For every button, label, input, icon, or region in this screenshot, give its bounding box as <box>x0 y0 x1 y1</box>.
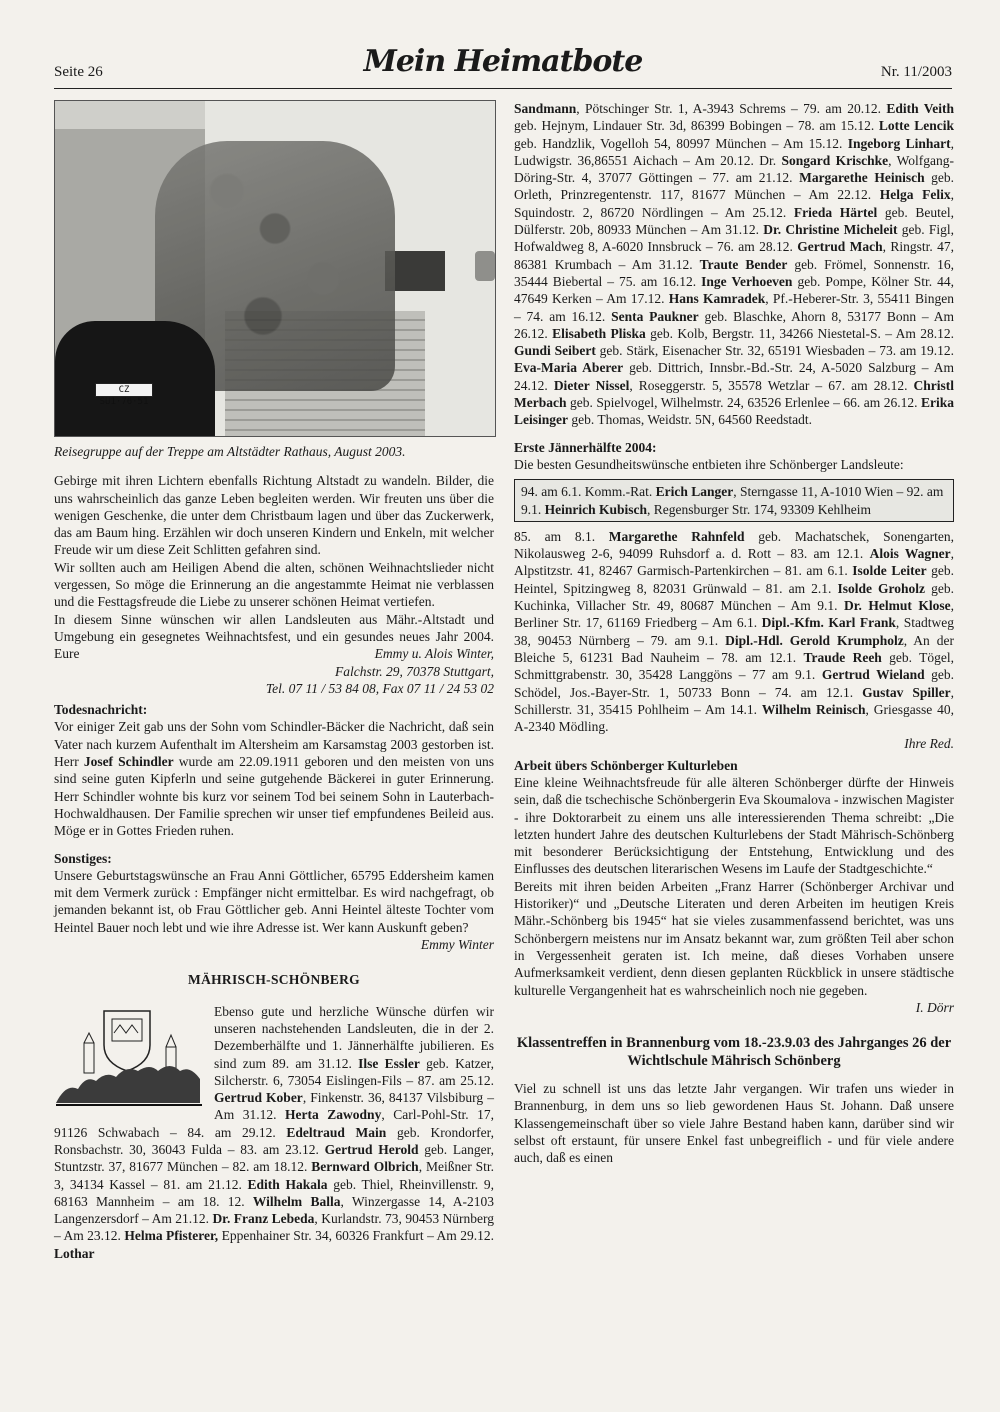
paragraph: Eine kleine Weihnachtsfreude für alle älteren Schönberger dürfte der Hinweis sein, daß die tschechische Schönbergerin Eva Skoumalova - inzwischen Magister - ihre Doktorarbeit zu einem uns alle interessierenden Thema schreibt: „Die letzten hundert Jahre des deutschen Kulturlebens der Stadt Mährisch-Schönberg mit besonderer Berücksichtigung der Entstehung, Entwicklung und des Einflusses des deutschen literarischen Wesens im Laufe der Stadtgeschichte.“ <box>514 774 954 877</box>
birthday-list <box>54 1003 494 1262</box>
signature-phone: Tel. 07 11 / 53 84 08, Fax 07 11 / 24 53 02 <box>265 680 494 696</box>
section-heading: Sonstiges: <box>54 850 112 866</box>
signature: Emmy Winter <box>420 937 494 953</box>
paragraph: Vor einiger Zeit gab uns der Sohn vom Schindler-Bäcker die Nachricht, daß sein Vater nach kurzem Aufenthalt im Altersheim am Karsamstag 2003 gestorben ist. Herr Josef Schindler wurde am 22.09.1911 geboren und den meisten von uns sind seine guten Kipferln und seine gutgehende Bäckerei in guter Erinnerung. Herr Schindler wohnte bis kurz vor seinem Tod bei seinem Sohn in Lauterbach-Hochwaldhausen. Der Familie sprechen wir unser tief empfundenes Beileid aus. Möge er in Gottes Frieden ruhen. <box>54 719 494 839</box>
paragraph: Wir sollten auch am Heiligen Abend die alten, schönen Weihnachtslieder nicht vergessen, So möge die Erinnerung an die angestammte Heimat nie verblassen und die Festtagsfreude die Liebe zu unserer schönen Heimat vertiefen. <box>54 559 494 610</box>
birthday-list-continued: Sandmann, Pötschinger Str. 1, A-3943 Schrems – 79. am 20.12. Edith Veith geb. Hejnym, Lindauer Str. 3d, 86399 Bobingen – 78. am 15.12. Lotte Lencik geb. Handzlik, Vogelloh 54, 80997 München – Am 15.12. Ingeborg Linhart, Ludwigstr. 36,86551 Aichach – Am 20.12. Dr. Songard Krischke, Wolfgang-Döring-Str. 4, 37077 Göttingen – 77. am 21.12. Margarethe Heinisch geb. Orleth, Prinzregentenstr. 117, 81677 München – Am 22.12. Helga Felix, Squindostr. 2, 86720 Nördlingen – Am 25.12. Frieda Härtel geb. Beutel, Dülferstr. 20b, 80933 München – Am 31.12. Dr. Christine Micheleit geb. Figl, Hofwaldweg 8, A-6020 Innsbruck – 76. am 28.12. Gertrud Mach, Ringstr. 47, 86381 Krumbach – Am 31.12. Traute Bender geb. Frömel, Sonnenstr. 16, 35444 Biebertal – 75. am 16.12. Inge Verhoeven geb. Pompe, Kölner Str. 44, 47649 Kerken – Am 17.12. Hans Kamradek, Pf.-Heberer-Str. 3, 55411 Bingen – 74. am 16.12. Senta Paukner geb. Blaschke, Ahorn 8, 53177 Bonn – Am 26.12. Elisabeth Pliska geb. Kolb, Bergstr. 11, 34266 Niestetal-S. – Am 28.12. Gundi Seibert geb. Stärk, Eisenacher Str. 32, 65191 Wiesbaden – 73. am 19.12. Eva-Maria Aberer geb. Dittrich, Innsbr.-Bd.-Str. 24, A-5020 Salzburg – Am 24.12. Dieter Nissel, Roseggerstr. 5, 35578 Wetzlar – 67. am 28.12. Christl Merbach geb. Spielvogel, Wilhelmstr. 24, 63526 Erlenlee – 66. am 26.12. Erika Leisinger geb. Thomas, Weidstr. 5N, 64560 Reedstadt. <box>514 101 955 428</box>
page-number: Seite 26 <box>54 64 103 80</box>
paragraph: Bereits mit ihren beiden Arbeiten „Franz Harrer (Schönberger Archivar und Historiker)“ und „Deutsche Literaten und deren Arbeiten im heutigen Kreis Mähr.-Schönberg bis 1945“ hat sie vieles zusammenfassend berichtet, was uns Schönbergern meistens nur im Ansatz bekannt war, zum größten Teil aber schon in Vergessenheit geraten ist. Ich meine, daß dieses Vorhaben unsere Aufmerksamkeit verdient, denn diesen geplanten Rückblick in unsere städtische kulturelle Vergangenheit hat es wahrscheinlich noch nie gegeben. <box>514 878 954 998</box>
paragraph: Die besten Gesundheitswünsche entbieten ihre Schönberger Landsleute: <box>514 456 904 472</box>
photo-license-plate: CZ SU1·76·51 <box>95 383 153 397</box>
photo-caption: Reisegruppe auf der Treppe am Altstädter Rathaus, August 2003. <box>54 444 406 459</box>
masthead-logo: Mein Heimatbote <box>363 44 643 79</box>
signature: Ihre Red. <box>904 736 954 752</box>
group-photo <box>54 100 496 437</box>
section-heading: Arbeit übers Schönberger Kulturleben <box>514 757 738 773</box>
paragraph: Gebirge mit ihren Lichtern ebenfalls Richtung Altstadt zu wandeln. Bilder, die uns wahrscheinlich das ganze Leben begleiten werden. Wir freuten uns über die wenigen Geschenke, die unter dem Christbaum lagen und über das Zuckerwerk, das am Baum hing. Erzählen wir doch unseren Kindern und Enkeln, mit welcher Freude wir um diese Zeit Schlitten gefahren sind. <box>54 473 494 558</box>
birthday-list-january: 85. am 8.1. Margarethe Rahnfeld geb. Machatschek, Sonengarten, Nikolausweg 2-6, 94099 Ruhsdorf a. d. Rott – 83. am 12.1. Alois Wagner, Alpstitzstr. 41, 82467 Garmisch-Partenkirchen – 81. am 6.1. Isolde Leiter geb. Heintel, Spitzingweg 8, 82031 Grünwald – 81. am 2.1. Isolde Groholz geb. Kuchinka, Villacher Str. 49, 80687 München – Am 9.1. Dr. Helmut Klose, Berliner Str. 17, 61169 Friedberg – Am 6.1. Dipl.-Kfm. Karl Frank, Stadtweg 38, 90453 Nürnberg – 79. am 9.1. Dipl.-Hdl. Gerold Krumpholz, An der Bleiche 5, 61231 Bad Nauheim – 78. am 12.1. Traude Reeh geb. Tögel, Schmittgrabenstr. 30, 35428 Langgöns – 77 am 9.1. Gertrud Wieland geb. Schödel, Jos.-Bayer-Str. 1, 50733 Bonn – 74. am 12.1. Gustav Spiller, Schillerstr. 31, 35415 Pohlheim – Am 14.1. Wilhelm Reinisch, Griesgasse 40, A-2340 Mödling. <box>514 528 955 735</box>
signature: I. Dörr <box>915 999 954 1015</box>
right-column <box>514 100 954 1167</box>
left-column <box>54 100 494 1262</box>
paragraph: Ebenso gute und herzliche Wünsche dürfen wir unseren nachstehenden Landsleuten, die in der 2. Dezemberhälfte und 1. Jännerhälfte jubilieren. Es sind zum 89. am 31.12. Ilse Essler geb. Katzer, Silcherstr. 6, 73054 Eislingen-Fils – 87. am 25.12. Gertrud Kober, Finkenstr. 36, 84137 Vilsbiburg – Am 31.12. Herta Zawodny, Carl-Pohl-Str. 17, 91126 Schwabach – 84. am 29.12. Edeltraud Main geb. Krondorfer, Ronsbachstr. 30, 36043 Fulda – 83. am 23.12. Gertrud Herold geb. Langer, Stuntzstr. 37, 81677 München – 82. am 18.12. Bernward Olbrich, Meißner Str. 3, 34134 Kassel – 81. am 21.12. Edith Hakala geb. Thiel, Rheinvillenstr. 9, 68163 Mannheim – am 18. 12. Wilhelm Balla, Winzergasse 14, A-2103 Langenzersdorf – Am 21.12. Dr. Franz Lebeda, Kurlandstr. 73, 90453 Nürnberg – Am 23.12. Helma Pfisterer, Eppenhainer Str. 34, 60326 Frankfurt – Am 29.12. Lothar <box>54 1003 495 1261</box>
page-header <box>54 40 952 89</box>
town-skyline-icon <box>54 1003 204 1113</box>
photo-car <box>55 321 215 436</box>
section-heading: MÄHRISCH-SCHÖNBERG <box>188 972 360 988</box>
section-heading: Todesnachricht: <box>54 702 148 718</box>
paragraph: Unsere Geburtstagswünsche an Frau Anni Göttlicher, 65795 Eddersheim kamen mit dem Vermerk zurück : Empfänger nicht ermittelbar. Es wird nachgefragt, ob jemanden bekannt ist, ob Frau Göttlicher geb. Anni Heintel älteste Tochter vom Heintel Bauer noch lebt und wie ihre Adresse ist. Wer kann Auskunft geben? <box>54 867 494 935</box>
issue-number: Nr. 11/2003 <box>880 64 952 80</box>
paragraph: Viel zu schnell ist uns das letzte Jahr vergangen. Wir trafen uns wieder in Brannenburg, in dem uns so lieb gewordenen Haus St. Johann. Daß unsere Klassengemeinschaft über so viele Jahre Bestand haben kann, darüber sind wir selbst oft erstaunt, für unsere Enkel fast unbegreiflich - und für viele andere auch, daß es einen <box>514 1081 954 1166</box>
paragraph: In diesem Sinne wünschen wir allen Landsleuten aus Mähr.-Altstadt und Umgebung ein gesegnetes Weihnachtsfest, und ein gesundes neues Jahr 2004. Eure Emmy u. Alois Winter, <box>54 611 494 662</box>
highlight-box: 94. am 6.1. Komm.-Rat. Erich Langer, Sterngasse 11, A-1010 Wien – 92. am 9.1. Heinrich Kubisch, Regensburger Str. 174, 93309 Kehlheim <box>514 479 954 522</box>
town-crest-illustration <box>54 1003 204 1113</box>
signature: Emmy u. Alois Winter, <box>374 646 494 662</box>
signature-address: Falchstr. 29, 70378 Stuttgart, <box>334 663 494 679</box>
section-heading: Erste Jännerhälfte 2004: <box>514 439 657 455</box>
article-heading: Klassentreffen in Brannenburg vom 18.-23.9.03 des Jahrganges 26 der Wichtlschule Mährisch Schönberg <box>516 1035 952 1070</box>
photo-crest <box>475 251 495 281</box>
